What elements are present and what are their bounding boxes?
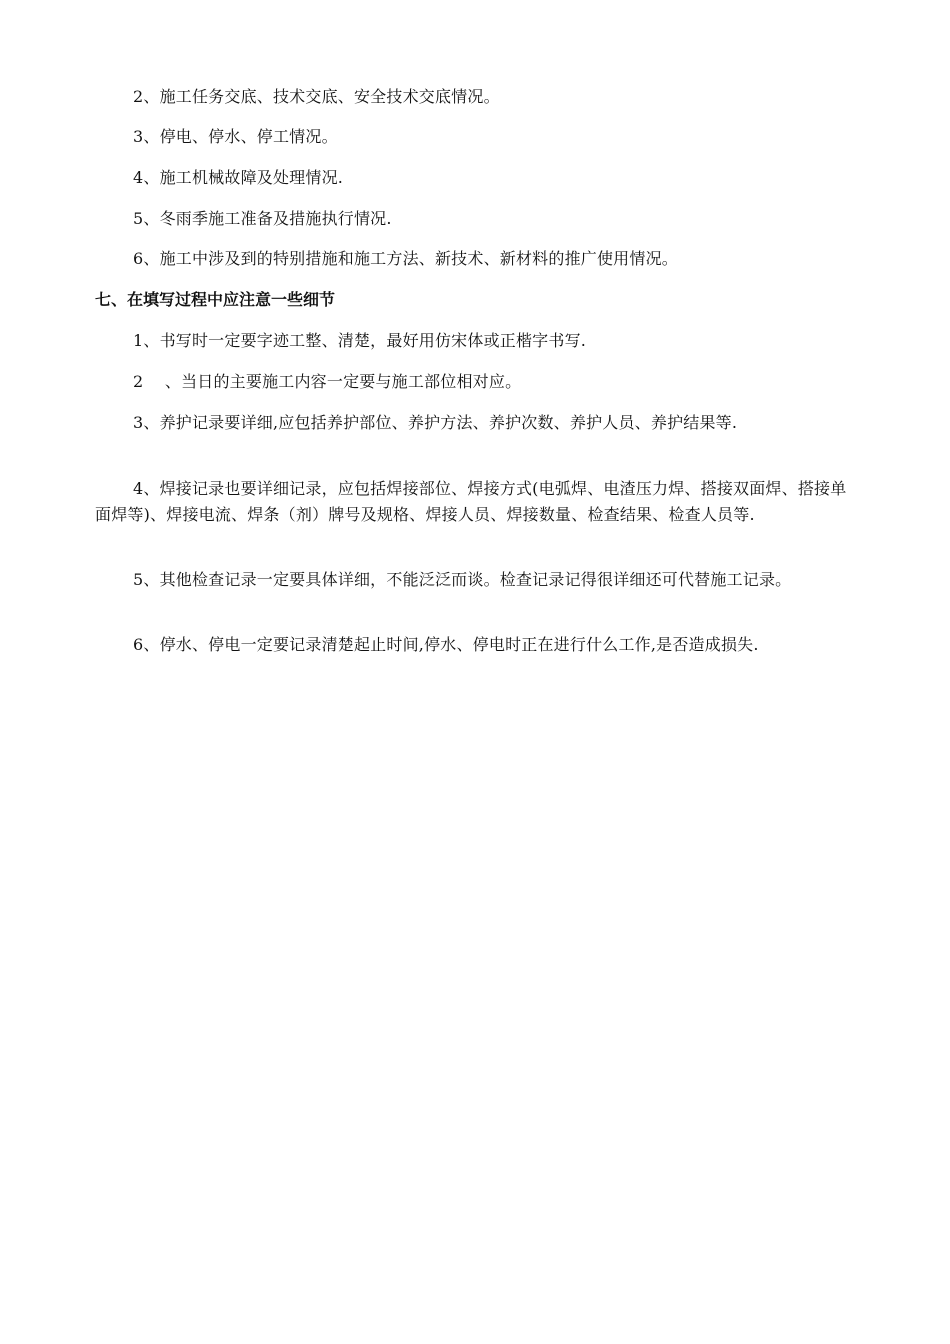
list-item-outage-record: 6、停水、停电一定要记录清楚起止时间,停水、停电时正在进行什么工作,是否造成损失.: [133, 635, 759, 654]
section-heading: 七、在填写过程中应注意一些细节: [95, 290, 336, 309]
list-item-curing-record: 3、养护记录要详细,应包括养护部位、养护方法、养护次数、养护人员、养护结果等.: [133, 413, 738, 432]
list-item-machinery-failure: 4、施工机械故障及处理情况.: [133, 168, 344, 187]
list-item-outage-status: 3、停电、停水、停工情况。: [133, 127, 338, 146]
list-item-inspection-record: 5、其他检查记录一定要具体详细，不能泛泛而谈。检查记录记得很详细还可代替施工记录。: [133, 570, 792, 589]
list-item-seasonal-measures: 5、冬雨季施工准备及措施执行情况.: [133, 209, 392, 228]
list-item-content-location: 2 、当日的主要施工内容一定要与施工部位相对应。: [133, 372, 522, 391]
list-item-handwriting: 1、书写时一定要字迹工整、清楚，最好用仿宋体或正楷字书写.: [133, 331, 587, 350]
list-item-construction-briefing: 2、施工任务交底、技术交底、安全技术交底情况。: [133, 87, 500, 106]
list-item-welding-record: 4、焊接记录也要详细记录，应包括焊接部位、焊接方式(电弧焊、电渣压力焊、搭接双面焊、搭接单面焊等)、焊接电流、焊条（剂）牌号及规格、焊接人员、焊接数量、检查结果、检查人员等.: [95, 479, 847, 524]
list-item-special-methods: 6、施工中涉及到的特别措施和施工方法、新技术、新材料的推广使用情况。: [133, 249, 678, 268]
